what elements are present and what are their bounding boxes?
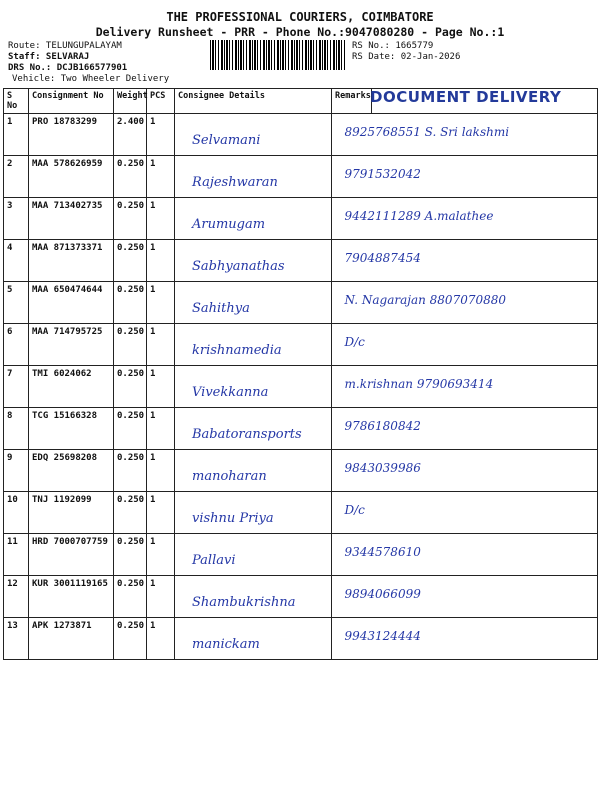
row-consignment: MAA 871373371 — [29, 240, 114, 282]
consignee-handwritten-name: vishnu Priya — [192, 511, 274, 526]
row-sno: 12 — [4, 576, 29, 618]
row-sno: 13 — [4, 618, 29, 660]
row-sno: 8 — [4, 408, 29, 450]
table-row — [4, 156, 598, 198]
row-pcs: 1 — [147, 492, 175, 534]
consignee-handwritten-name: manickam — [192, 637, 260, 652]
handwritten-remark: 9786180842 — [344, 419, 421, 433]
row-consignee — [175, 534, 332, 576]
consignee-handwritten-name: Selvamani — [192, 133, 261, 148]
row-consignee — [175, 366, 332, 408]
row-consignee — [175, 156, 332, 198]
table-row — [4, 324, 598, 366]
row-signature — [344, 492, 598, 534]
row-signature — [344, 240, 598, 282]
row-consignment: HRD 7000707759 — [29, 534, 114, 576]
handwritten-remark: 9344578610 — [344, 545, 421, 559]
row-signature — [344, 576, 598, 618]
row-pcs: 1 — [147, 576, 175, 618]
row-weight: 0.250 — [114, 408, 147, 450]
consignee-handwritten-name: Shambukrishna — [192, 595, 296, 610]
row-consignee — [175, 324, 332, 366]
handwritten-remark: 9442111289 A.malathee — [344, 209, 494, 223]
row-weight: 0.250 — [114, 492, 147, 534]
row-signature — [344, 450, 598, 492]
row-weight: 0.250 — [114, 282, 147, 324]
consignee-handwritten-name: Rajeshwaran — [192, 175, 278, 190]
table-row — [4, 534, 598, 576]
row-signature — [344, 156, 598, 198]
row-consignee — [175, 240, 332, 282]
row-consignment: MAA 578626959 — [29, 156, 114, 198]
document-delivery-stamp: DOCUMENT DELIVERY — [370, 88, 562, 106]
row-consignment: TNJ 1192099 — [29, 492, 114, 534]
row-sno: 2 — [4, 156, 29, 198]
row-signature — [344, 114, 598, 156]
table-row — [4, 282, 598, 324]
row-weight: 0.250 — [114, 366, 147, 408]
rs-number: RS No.: 1665779 — [352, 41, 434, 51]
consignee-handwritten-name: Pallavi — [192, 553, 236, 568]
col-sno: S No — [4, 89, 29, 114]
table-row — [4, 408, 598, 450]
col-pcs: PCS — [147, 89, 175, 114]
row-pcs: 1 — [147, 618, 175, 660]
row-weight: 0.250 — [114, 198, 147, 240]
row-consignee — [175, 408, 332, 450]
row-consignment: MAA 650474644 — [29, 282, 114, 324]
consignee-handwritten-name: manoharan — [192, 469, 267, 484]
row-consignee — [175, 114, 332, 156]
row-signature — [344, 366, 598, 408]
handwritten-remark: D/c — [344, 503, 365, 517]
row-consignment: PRO 18783299 — [29, 114, 114, 156]
row-consignee — [175, 576, 332, 618]
row-weight: 2.400 — [114, 114, 147, 156]
handwritten-remark: 9791532042 — [344, 167, 421, 181]
handwritten-remark: 9894066099 — [344, 587, 421, 601]
row-sno: 3 — [4, 198, 29, 240]
row-consignment: KUR 3001119165 — [29, 576, 114, 618]
row-pcs: 1 — [147, 534, 175, 576]
runsheet-subtitle: Delivery Runsheet - PRR - Phone No.:9047080280 - Page No.:1 — [95, 25, 505, 39]
row-consignment: APK 1273871 — [29, 618, 114, 660]
table-row — [4, 198, 598, 240]
row-signature — [344, 198, 598, 240]
consignee-handwritten-name: Babatoransports — [192, 427, 302, 442]
consignee-handwritten-name: krishnamedia — [192, 343, 282, 358]
company-title: THE PROFESSIONAL COURIERS, COIMBATORE — [166, 10, 434, 24]
row-pcs: 1 — [147, 366, 175, 408]
row-consignee — [175, 198, 332, 240]
row-sno: 1 — [4, 114, 29, 156]
row-signature — [344, 324, 598, 366]
row-pcs: 1 — [147, 450, 175, 492]
consignee-handwritten-name: Sahithya — [192, 301, 250, 316]
table-row — [4, 450, 598, 492]
vehicle-label: Vehicle: Two Wheeler Delivery — [12, 74, 170, 84]
row-signature — [344, 282, 598, 324]
runsheet-meta-left — [8, 41, 169, 85]
row-pcs: 1 — [147, 156, 175, 198]
table-row — [4, 492, 598, 534]
row-sno: 4 — [4, 240, 29, 282]
row-consignment: MAA 713402735 — [29, 198, 114, 240]
consignee-handwritten-name: Vivekkanna — [192, 385, 269, 400]
col-consignee: Consignee Details — [175, 89, 332, 114]
table-row — [4, 114, 598, 156]
row-signature — [344, 408, 598, 450]
route-label: Route: TELUNGUPALAYAM — [8, 41, 122, 51]
row-sno: 6 — [4, 324, 29, 366]
col-remarks: Remarks — [332, 89, 372, 114]
handwritten-remark: D/c — [344, 335, 365, 349]
row-pcs: 1 — [147, 282, 175, 324]
row-consignee — [175, 282, 332, 324]
row-pcs: 1 — [147, 198, 175, 240]
row-weight: 0.250 — [114, 618, 147, 660]
row-weight: 0.250 — [114, 534, 147, 576]
runsheet-header — [0, 10, 600, 40]
staff-label: Staff: SELVARAJ — [8, 52, 90, 62]
consignee-handwritten-name: Arumugam — [192, 217, 266, 232]
row-consignee — [175, 492, 332, 534]
rs-date: RS Date: 02-Jan-2026 — [352, 52, 461, 62]
row-weight: 0.250 — [114, 576, 147, 618]
row-weight: 0.250 — [114, 450, 147, 492]
row-sno: 11 — [4, 534, 29, 576]
handwritten-remark: 9843039986 — [344, 461, 421, 475]
row-consignment: TCG 15166328 — [29, 408, 114, 450]
row-weight: 0.250 — [114, 156, 147, 198]
row-sno: 5 — [4, 282, 29, 324]
handwritten-remark: m.krishnan 9790693414 — [344, 377, 494, 391]
handwritten-remark: 7904887454 — [344, 251, 421, 265]
row-sno: 10 — [4, 492, 29, 534]
table-row — [4, 240, 598, 282]
row-signature — [344, 534, 598, 576]
table-row — [4, 618, 598, 660]
row-weight: 0.250 — [114, 240, 147, 282]
handwritten-remark: 8925768551 S. Sri lakshmi — [344, 125, 510, 139]
row-signature — [344, 618, 598, 660]
row-consignee — [175, 618, 332, 660]
runsheet-meta-right — [352, 41, 460, 63]
col-weight: Weight — [114, 89, 147, 114]
row-sno: 9 — [4, 450, 29, 492]
row-consignment: TMI 6024062 — [29, 366, 114, 408]
col-consignment: Consignment No — [29, 89, 114, 114]
runsheet-table — [3, 88, 598, 660]
row-pcs: 1 — [147, 240, 175, 282]
handwritten-remark: N. Nagarajan 8807070880 — [344, 293, 507, 307]
drs-label: DRS No.: DCJB166577901 — [8, 63, 128, 73]
table-row — [4, 366, 598, 408]
row-consignee — [175, 450, 332, 492]
row-weight: 0.250 — [114, 324, 147, 366]
barcode-image — [210, 40, 346, 70]
row-pcs: 1 — [147, 114, 175, 156]
row-pcs: 1 — [147, 324, 175, 366]
row-pcs: 1 — [147, 408, 175, 450]
row-consignment: EDQ 25698208 — [29, 450, 114, 492]
row-consignment: MAA 714795725 — [29, 324, 114, 366]
consignee-handwritten-name: Sabhyanathas — [192, 259, 285, 274]
table-row — [4, 576, 598, 618]
row-sno: 7 — [4, 366, 29, 408]
handwritten-remark: 9943124444 — [344, 629, 421, 643]
